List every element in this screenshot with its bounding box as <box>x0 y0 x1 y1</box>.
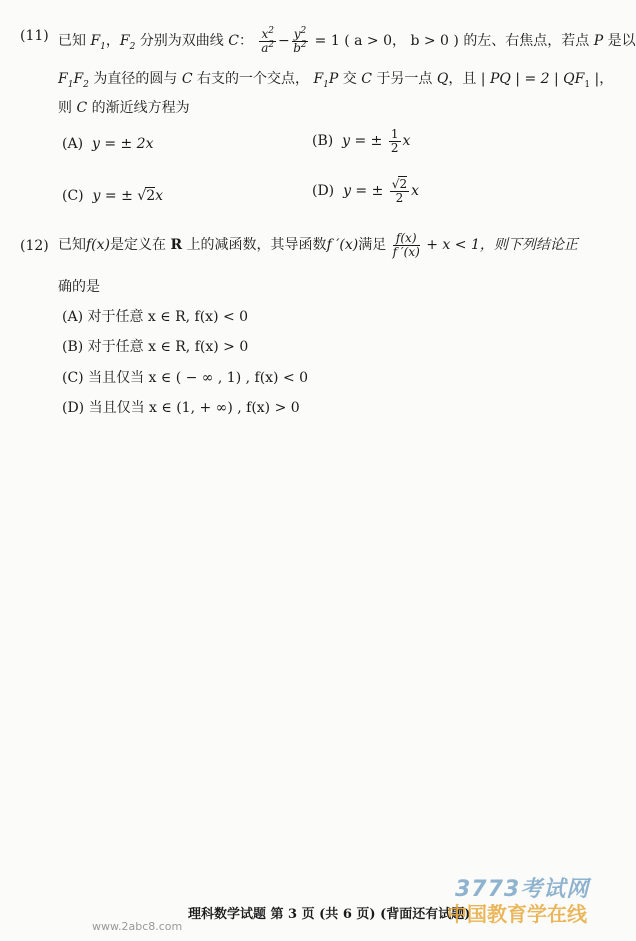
q12-option-c: (C) 当且仅当 x ∈ ( − ∞ , 1) , f(x) < 0 <box>62 370 309 386</box>
hyperbola-y-term: $\frac{y^2}{b^2}$ <box>293 26 307 55</box>
brand-name-watermark: 中国教育学在线 <box>447 902 587 926</box>
q11-line-3: 则 C 的渐近线方程为 <box>58 100 190 116</box>
q12-line-2: 确的是 <box>58 279 100 295</box>
q11-line-1: 已知 $F_1$，$F_2$ 分别为双曲线 C： $\frac{x^2}{a^2}$ − $\frac{y^2}{b^2}$ = 1 ( a > 0， b > 0 ) 的左、右焦点，若点 P 是以 <box>58 26 636 55</box>
brand-logo-watermark: 3773考试网 <box>455 877 590 902</box>
q11-option-b: (B) y = ± $\frac{1}{2}$ x <box>312 127 411 155</box>
hyperbola-x-term: $\frac{x^2}{a^2}$ <box>261 26 275 55</box>
q12-number: (12) <box>20 238 49 254</box>
page-footer: 理科数学试题 第 3 页 (共 6 页) (背面还有试题) <box>188 907 471 922</box>
q11-option-a: (A) y = ± 2x <box>62 136 154 152</box>
q12-line-1: 已知f(x)是定义在 R 上的减函数，其导函数f ′(x)满足 $\frac{f(x)}{f '(x)}$ + x < 1，则下列结论正 <box>58 231 578 259</box>
q12-option-d: (D) 当且仅当 x ∈ (1, + ∞) , f(x) > 0 <box>62 400 300 416</box>
q12-option-a: (A) 对于任意 x ∈ R, f(x) < 0 <box>62 309 249 325</box>
q11-number: (11) <box>20 28 49 44</box>
site-url-watermark: www.2abc8.com <box>92 920 183 933</box>
q12-option-b: (B) 对于任意 x ∈ R, f(x) > 0 <box>62 339 249 355</box>
q11-option-c: (C) y = ± √2x <box>62 188 164 204</box>
q11-line-2: $F_1F_2$ 为直径的圆与 C 右支的一个交点， $F_1P$ 交 C 于另一点 Q，且 | PQ | = 2 | $QF_1$ |， <box>58 71 614 90</box>
derivative-ratio: $\frac{f(x)}{f '(x)}$ <box>392 231 420 259</box>
q11-option-d: (D) y = ± $\frac{√2}{2}$ x <box>312 177 419 205</box>
